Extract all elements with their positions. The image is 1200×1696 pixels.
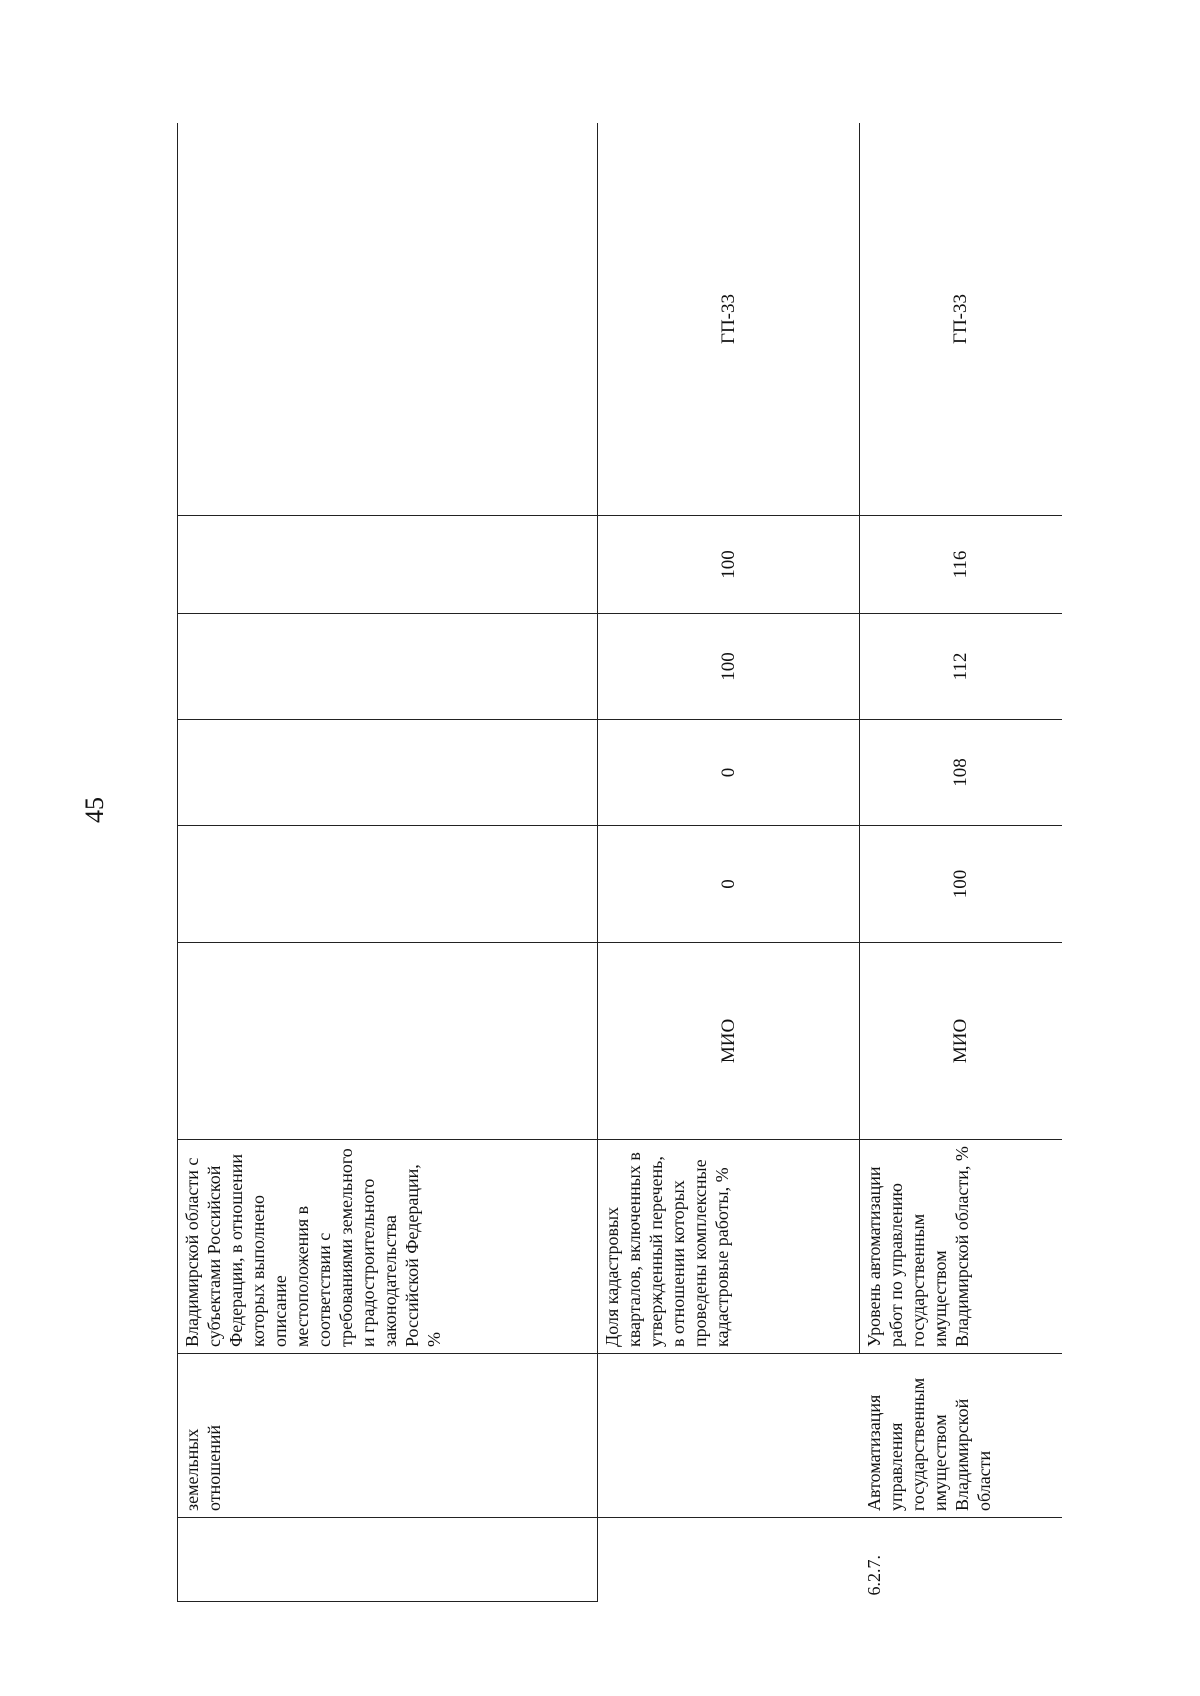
measure-name-cell: земельных отношений <box>178 1354 598 1518</box>
value-cell <box>178 614 598 720</box>
value-cell: 0 <box>598 826 860 943</box>
rotated-table-container <box>177 123 1062 1602</box>
source-cell <box>178 123 598 516</box>
measure-name-cell <box>598 1354 860 1518</box>
table-row <box>860 123 1063 1602</box>
measure-name-cell: Автоматизация управления государственным имуществом Владимирской области <box>860 1354 1063 1518</box>
responsible-cell <box>178 943 598 1140</box>
value-cell: 100 <box>860 826 1063 943</box>
indicator-cell: Доля кадастровых кварталов, включенных в утвержденный перечень, в отношении которых проведены комплексные кадастровые работы, % <box>598 1140 860 1354</box>
value-cell: 108 <box>860 720 1063 826</box>
responsible-cell: МИО <box>860 943 1063 1140</box>
value-cell <box>178 516 598 614</box>
indicators-table <box>177 123 1062 1602</box>
source-cell: ГП-33 <box>598 123 860 516</box>
indicator-cell: Уровень автоматизации работ по управлению государственным имуществом Владимирской области, % <box>860 1140 1063 1354</box>
table-row <box>178 123 598 1602</box>
table-row <box>598 123 860 1602</box>
value-cell <box>178 826 598 943</box>
value-cell: 100 <box>598 614 860 720</box>
value-cell <box>178 720 598 826</box>
responsible-cell: МИО <box>598 943 860 1140</box>
row-number-cell <box>598 1518 860 1602</box>
value-cell: 100 <box>598 516 860 614</box>
row-number-cell <box>178 1518 598 1602</box>
source-cell: ГП-33 <box>860 123 1063 516</box>
page-number: 45 <box>80 797 109 823</box>
row-number-cell: 6.2.7. <box>860 1518 1063 1602</box>
indicator-cell: Владимирской области с субъектами Российской Федерации, в отношении которых выполнено описание местоположения в соответствии с требованиями земельного и градостроительного законодательства Российской Федерации, % <box>178 1140 598 1354</box>
value-cell: 116 <box>860 516 1063 614</box>
rotated-table-frame <box>177 123 1062 1602</box>
value-cell: 0 <box>598 720 860 826</box>
value-cell: 112 <box>860 614 1063 720</box>
